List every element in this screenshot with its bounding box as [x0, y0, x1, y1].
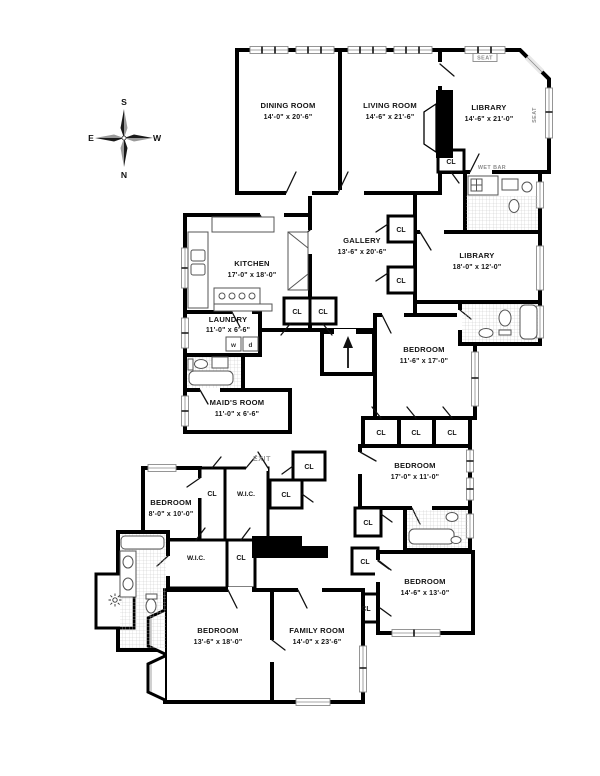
maid-bath-fixtures	[187, 357, 241, 388]
room-label-kitchen: KITCHEN	[234, 259, 270, 268]
compass-west: W	[152, 133, 162, 143]
compass-north: N	[120, 170, 128, 180]
room-label-bedroom-a: BEDROOM	[403, 345, 445, 354]
room-dims-library-top: 14'-6" x 21'-0"	[464, 116, 514, 123]
fireplace-hearth	[424, 104, 436, 152]
room-dims-maids: 11'-0" x 6'-6"	[214, 411, 260, 418]
dryer-label: d	[248, 342, 253, 349]
burner	[249, 293, 255, 299]
compass-east: E	[88, 133, 94, 143]
toilet	[446, 513, 458, 522]
sink	[123, 556, 133, 568]
closet-label: CL	[363, 520, 373, 527]
room-dims-family: 14'-0" x 23'-6"	[292, 639, 342, 646]
closet-label: CL	[207, 491, 217, 498]
wetbar-fixtures	[466, 176, 538, 230]
closet-label: CL	[360, 559, 370, 566]
room-dims-bedroom-d: 8'-0" x 10'-0"	[148, 511, 194, 518]
sink	[123, 578, 133, 590]
closet-label: CL	[318, 309, 328, 316]
room-dims-dining: 14'-0" x 20'-6"	[263, 114, 313, 121]
room-label-gallery: GALLERY	[343, 236, 381, 245]
sink	[451, 537, 461, 544]
room-label-family: FAMILY ROOM	[289, 626, 345, 635]
room-dining-outline	[237, 50, 340, 193]
bathtub	[409, 529, 454, 544]
room-label-bedroom-d: BEDROOM	[150, 498, 192, 507]
room-dims-living: 14'-6" x 21'-6"	[365, 114, 415, 121]
room-label-laundry: LAUNDRY	[208, 315, 248, 324]
kitchen-sink	[191, 264, 205, 275]
wic-label: W.I.C.	[237, 491, 255, 498]
burner	[229, 293, 235, 299]
room-label-bedroom-b: BEDROOM	[394, 461, 436, 470]
toilet	[509, 200, 519, 213]
room-label-dining: DINING ROOM	[260, 101, 316, 110]
room-dims-laundry: 11'-0" x 6'-6"	[205, 327, 251, 334]
room-label-bedroom-c: BEDROOM	[404, 577, 446, 586]
toilet	[146, 599, 156, 613]
kitchen-sink	[191, 250, 205, 261]
room-label-library-top: LIBRARY	[471, 103, 507, 112]
bath3-fixtures	[407, 510, 468, 548]
room-dims-bedroom-c: 14'-6" x 13'-0"	[400, 590, 450, 597]
bath4-fixtures	[120, 534, 166, 648]
burner	[219, 293, 225, 299]
powder-basin	[522, 182, 532, 192]
closet-label: CL	[447, 430, 457, 437]
room-dims-bedroom-a: 11'-6" x 17'-0"	[399, 358, 449, 365]
washer-label: w	[231, 342, 236, 349]
room-family-outline	[272, 590, 363, 702]
closet-label: CL	[304, 464, 314, 471]
fireplace	[436, 90, 453, 158]
bathtub	[189, 371, 233, 385]
compass-blades	[95, 109, 153, 167]
closet-label: CL	[361, 606, 371, 613]
room-dims-gallery: 13'-6" x 20'-6"	[337, 249, 387, 256]
room-bedroom-e-outline	[165, 590, 272, 702]
sink	[212, 357, 228, 368]
room-dims-bedroom-e: 13'-6" x 18'-0"	[193, 639, 243, 646]
closet-label: CL	[281, 492, 291, 499]
exit-label: EXIT	[253, 456, 271, 463]
service-core	[252, 536, 328, 558]
wet-bar-label: WET BAR	[477, 165, 507, 171]
closet-label: CL	[411, 430, 421, 437]
room-label-library-mid: LIBRARY	[459, 251, 495, 260]
closet-label: CL	[292, 309, 302, 316]
toilet	[195, 360, 208, 369]
room-dims-library-mid: 18'-0" x 12'-0"	[452, 264, 502, 271]
toilet	[499, 310, 511, 326]
sink	[479, 329, 493, 338]
bathtub	[121, 536, 164, 549]
room-label-living: LIVING ROOM	[363, 101, 417, 110]
seat-label: SEAT	[532, 107, 538, 123]
room-label-maids: MAID'S ROOM	[209, 398, 265, 407]
room-label-bedroom-e: BEDROOM	[197, 626, 239, 635]
bath2-fixtures	[462, 304, 538, 342]
closet-label: CL	[396, 227, 406, 234]
closet-2-outline	[227, 540, 255, 588]
wic-label: W.I.C.	[187, 555, 205, 562]
powder-sink	[502, 179, 518, 190]
compass-rose	[88, 97, 162, 180]
room-dims-kitchen: 17'-0" x 18'-0"	[227, 272, 277, 279]
bathtub	[520, 305, 537, 339]
closet-label: CL	[396, 278, 406, 285]
burner	[239, 293, 245, 299]
closet-label: CL	[446, 159, 456, 166]
seat-label: SEAT	[477, 55, 493, 62]
tile-floor	[466, 196, 538, 230]
wic-d-outline	[225, 468, 268, 540]
compass-south: S	[121, 97, 127, 107]
closet-label: CL	[236, 555, 246, 562]
room-dims-bedroom-b: 17'-0" x 11'-0"	[390, 474, 440, 481]
wic-2-outline	[165, 540, 227, 588]
closet-label: CL	[376, 430, 386, 437]
bay-window-2	[148, 656, 165, 700]
